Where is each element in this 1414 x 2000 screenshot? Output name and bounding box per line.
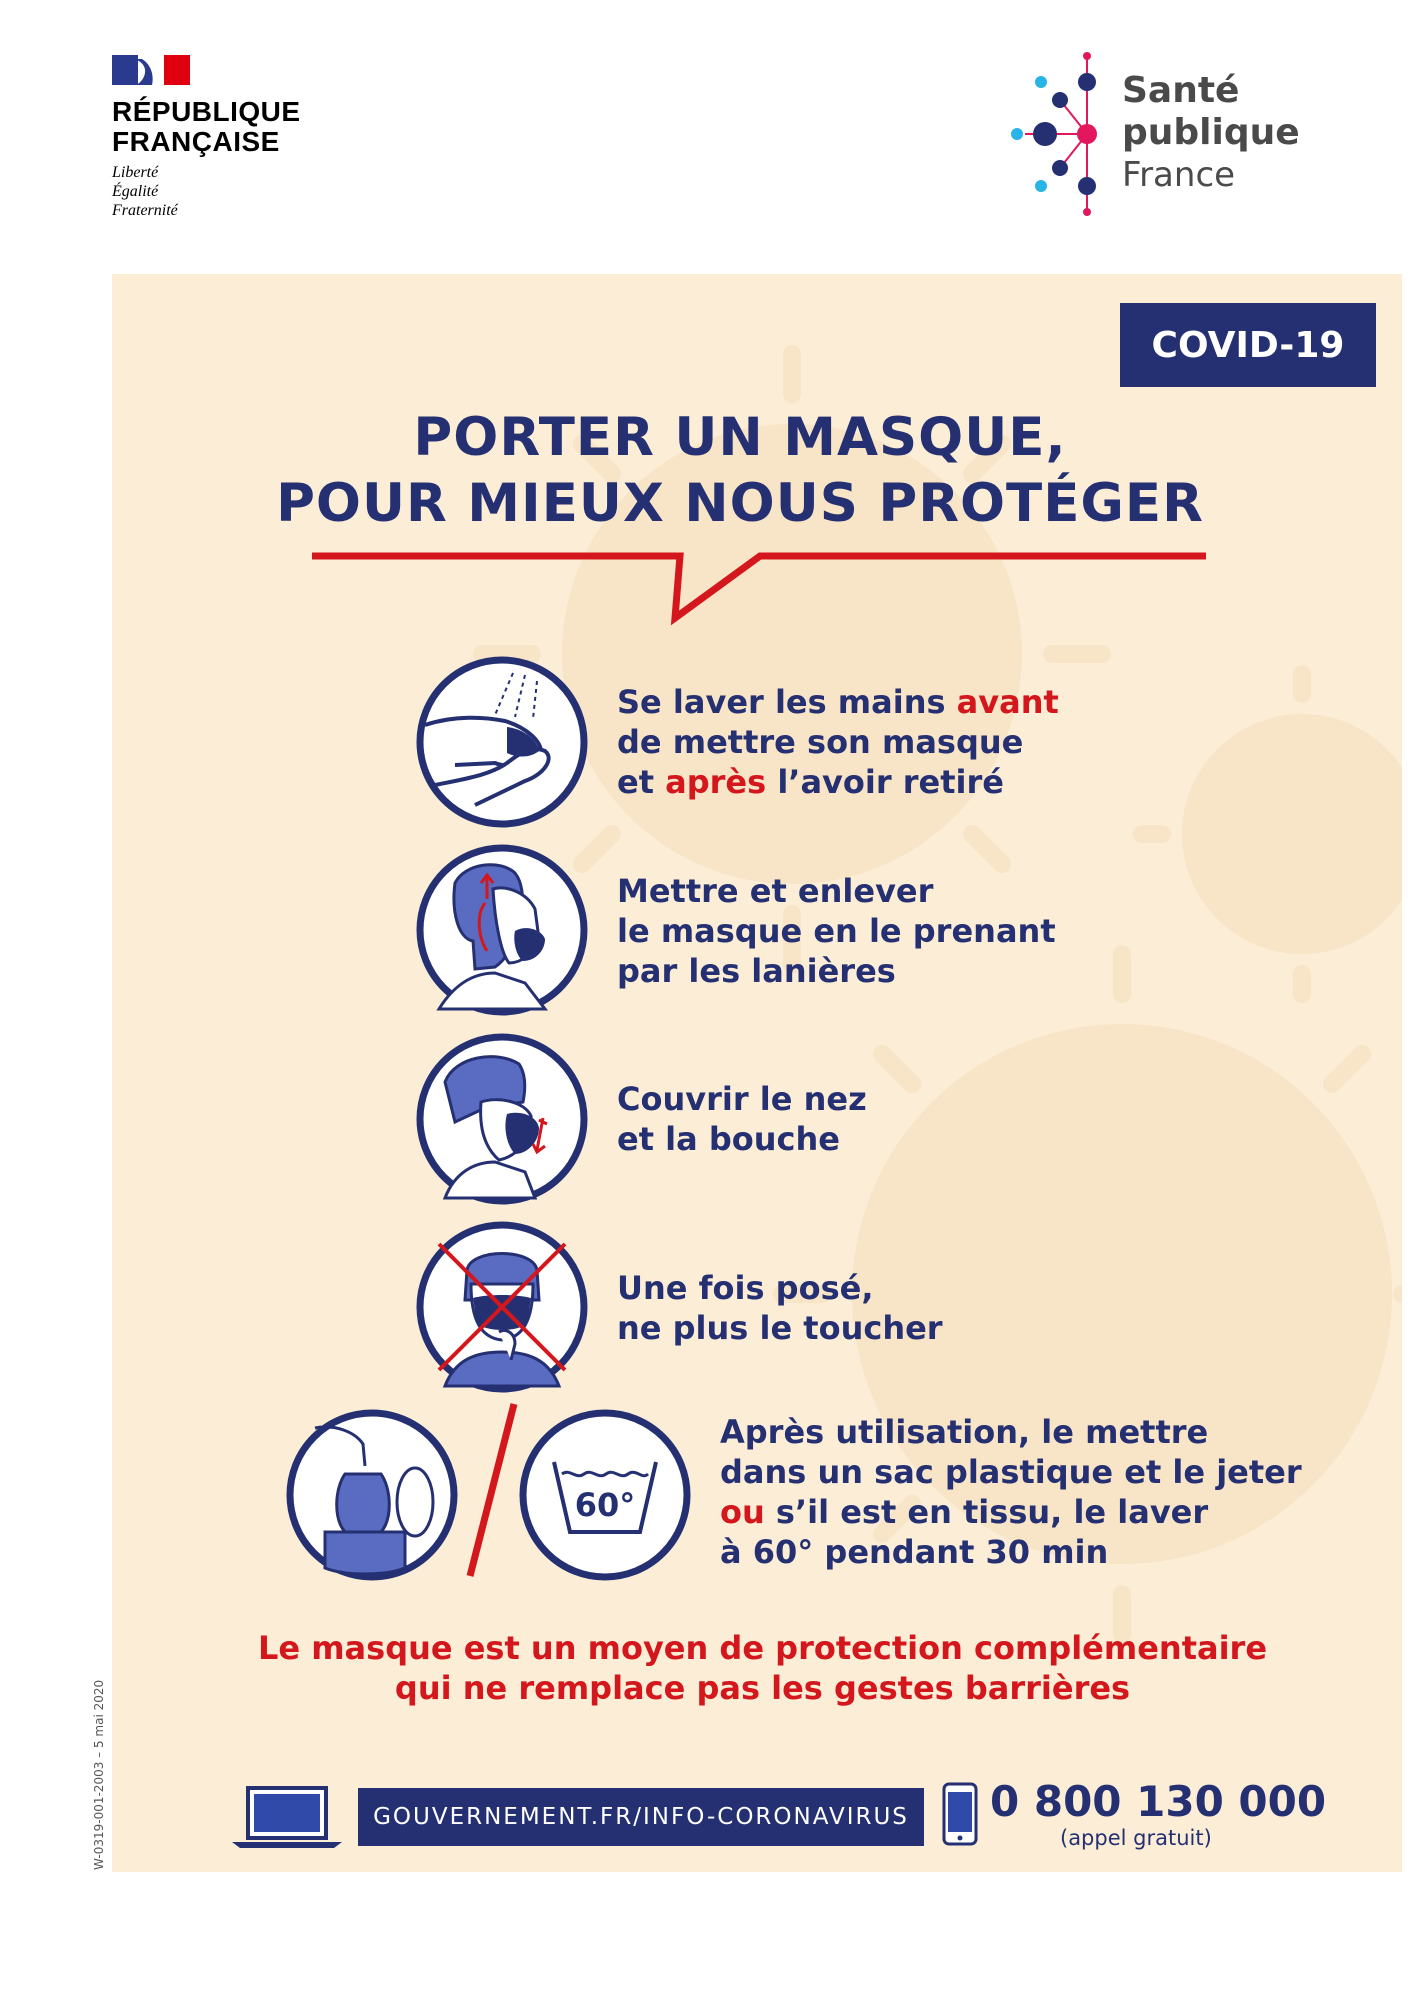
spf-line1: Santé	[1122, 70, 1240, 111]
step5-line4: à 60° pendant 30 min	[720, 1533, 1109, 1571]
do-not-touch-icon	[415, 1220, 589, 1394]
title-line2: POUR MIEUX NOUS PROTÉGER	[276, 473, 1204, 534]
motto	[112, 163, 301, 220]
hand-washing-icon	[415, 655, 589, 829]
step4-line2: ne plus le toucher	[617, 1309, 943, 1347]
republique-francaise-logo	[112, 55, 301, 220]
step3-line1: Couvrir le nez	[617, 1080, 867, 1118]
speech-bubble-underline	[310, 548, 1210, 628]
info-coronavirus-link[interactable]: GOUVERNEMENT.FR/INFO-CORONAVIRUS	[358, 1788, 924, 1846]
wash-60-label: 60°	[574, 1486, 636, 1524]
step5-line3: s’il est en tissu, le laver	[764, 1493, 1209, 1531]
motto-liberte: Liberté	[112, 164, 159, 181]
step-cover-text	[617, 1079, 867, 1159]
step2-line2: le masque en le prenant	[617, 912, 1056, 950]
spf-line3: France	[1122, 155, 1236, 195]
sante-publique-france-logo	[1122, 70, 1300, 196]
step-dispose-text	[720, 1412, 1302, 1572]
step3-line2: et la bouche	[617, 1120, 840, 1158]
cover-nose-mouth-icon	[415, 1032, 589, 1206]
title-line1: PORTER UN MASQUE,	[413, 407, 1067, 468]
document-reference: W-0319-001-2003 – 5 mai 2020	[92, 1679, 106, 1870]
republique-name	[112, 97, 301, 157]
phone-note: (appel gratuit)	[1060, 1826, 1212, 1850]
smartphone-icon	[942, 1782, 978, 1846]
slash-divider	[462, 1400, 522, 1580]
francaise-line: FRANÇAISE	[112, 126, 280, 157]
phone-number: 0 800 130 000	[990, 1777, 1327, 1826]
sante-publique-molecule-icon	[1005, 52, 1115, 217]
step4-line1: Une fois posé,	[617, 1269, 874, 1307]
step1-text-c: de mettre son masque	[617, 723, 1024, 761]
step-straps-text	[617, 871, 1056, 991]
step1-text-f: l’avoir retiré	[766, 763, 1004, 801]
warning-message	[200, 1628, 1325, 1708]
step5-ou: ou	[720, 1493, 765, 1531]
step2-line1: Mettre et enlever	[617, 872, 934, 910]
step-no-touch-text	[617, 1268, 943, 1348]
motto-egalite: Égalité	[112, 183, 159, 200]
step5-line1: Après utilisation, le mettre	[720, 1413, 1209, 1451]
laptop-icon	[230, 1786, 344, 1850]
page-title	[240, 405, 1240, 537]
trash-bag-icon	[285, 1408, 459, 1582]
step1-text-a: Se laver les mains	[617, 683, 957, 721]
step5-line2: dans un sac plastique et le jeter	[720, 1453, 1302, 1491]
mask-straps-icon	[415, 843, 589, 1017]
republique-line: RÉPUBLIQUE	[112, 96, 301, 127]
motto-fraternite: Fraternité	[112, 202, 178, 219]
marianne-flag-icon	[112, 55, 190, 85]
spf-line2: publique	[1122, 112, 1300, 153]
step1-text-d: et	[617, 763, 666, 801]
warning-line1: Le masque est un moyen de protection complémentaire	[257, 1629, 1268, 1667]
step1-apres: après	[665, 763, 767, 801]
step2-line3: par les lanières	[617, 952, 896, 990]
wash-60-icon	[518, 1408, 692, 1582]
step-wash-hands-text	[617, 682, 1059, 802]
step1-avant: avant	[956, 683, 1059, 721]
warning-line2: qui ne remplace pas les gestes barrières	[394, 1669, 1131, 1707]
covid-badge: COVID-19	[1120, 303, 1376, 387]
